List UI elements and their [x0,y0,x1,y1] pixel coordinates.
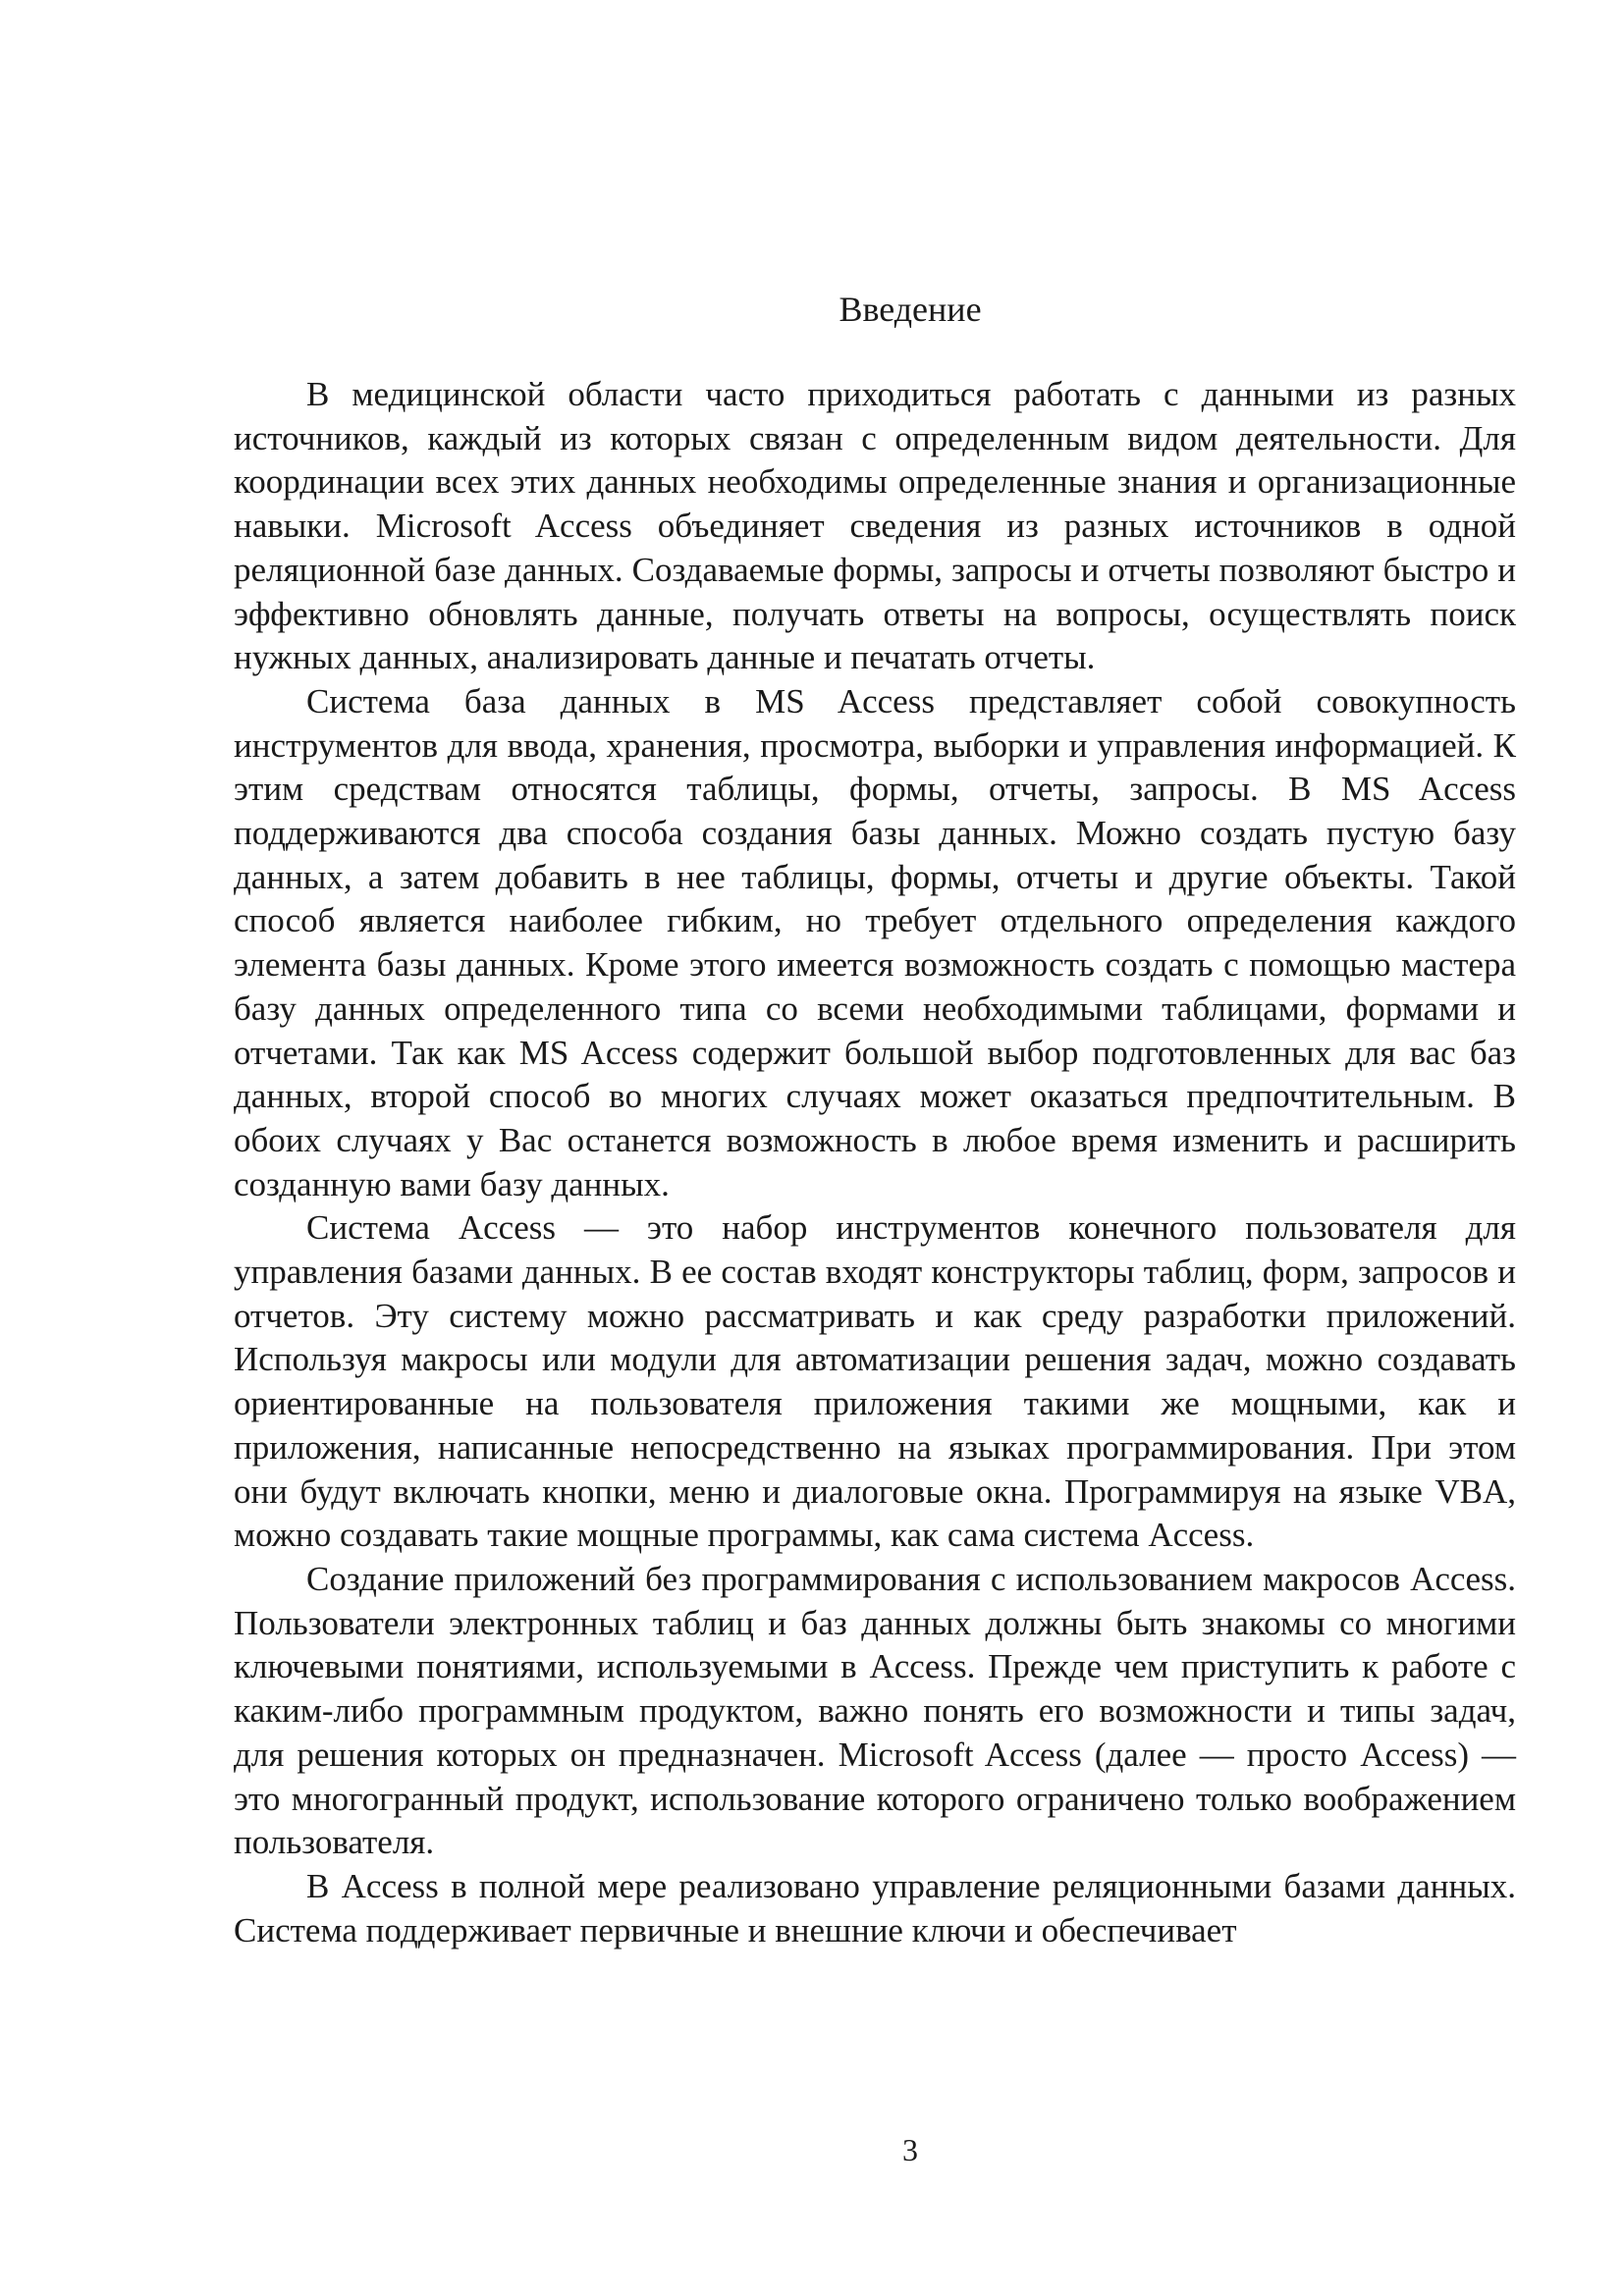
paragraph: Система база данных в MS Access представляет собой совокупность инструментов для ввода, хранения, просмотра, выборки и управления информацией. К этим средствам относятся таблицы, формы, отчеты, запросы. В MS Access поддерживаются два способа создания базы данных. Можно создать пустую базу данных, а затем добавить в нее таблицы, формы, отчеты и другие объекты. Такой способ является наиболее гибким, но требует отдельного определения каждого элемента базы данных. Кроме этого имеется возможность создать с помощью мастера базу данных определенного типа со всеми необходимыми таблицами, формами и отчетами. Так как MS Access содержит большой выбор подготовленных для вас баз данных, второй способ во многих случаях может оказаться предпочтительным. В обоих случаях у Вас останется возможность в любое время изменить и расширить созданную вами базу данных. [234,681,1516,1203]
paragraph: В медицинской области часто приходиться работать с данными из разных источников, каждый из которых связан с определенным видом деятельности. Для координации всех этих данных необходимы определенные знания и организационные навыки. Microsoft Access объединяет сведения из разных источников в одной реляционной базе данных. Создаваемые формы, запросы и отчеты позволяют быстро и эффективно обновлять данные, получать ответы на вопросы, осуществлять поиск нужных данных, анализировать данные и печатать отчеты. [234,375,1516,677]
paragraph: Создание приложений без программирования с использованием макросов Access. Пользователи электронных таблиц и баз данных должны быть знакомы со многими ключевыми понятиями, используемыми в Access. Прежде чем приступить к работе с каким-либо программным продуктом, важно понять его возможности и типы задач, для решения которых он предназначен. Microsoft Access (далее — просто Access) — это многогранный продукт, использование которого ограничено только воображением пользователя. [234,1559,1516,1862]
page-number: 3 [902,2132,918,2167]
section-title: Введение [839,290,982,329]
body-text [234,373,1516,1952]
paragraph: В Access в полной мере реализовано управление реляционными базами данных. Система поддерживает первичные и внешние ключи и обеспечивает [234,1866,1516,1949]
paragraph: Система Access — это набор инструментов конечного пользователя для управления базами данных. В ее состав входят конструкторы таблиц, форм, запросов и отчетов. Эту систему можно рассматривать и как среду разработки приложений. Используя макросы или модули для автоматизации решения задач, можно создавать ориентированные на пользователя приложения такими же мощными, как и приложения, написанные непосредственно на языках программирования. При этом они будут включать кнопки, меню и диалоговые окна. Программируя на языке VBA, можно создавать такие мощные программы, как сама система Access. [234,1208,1516,1555]
